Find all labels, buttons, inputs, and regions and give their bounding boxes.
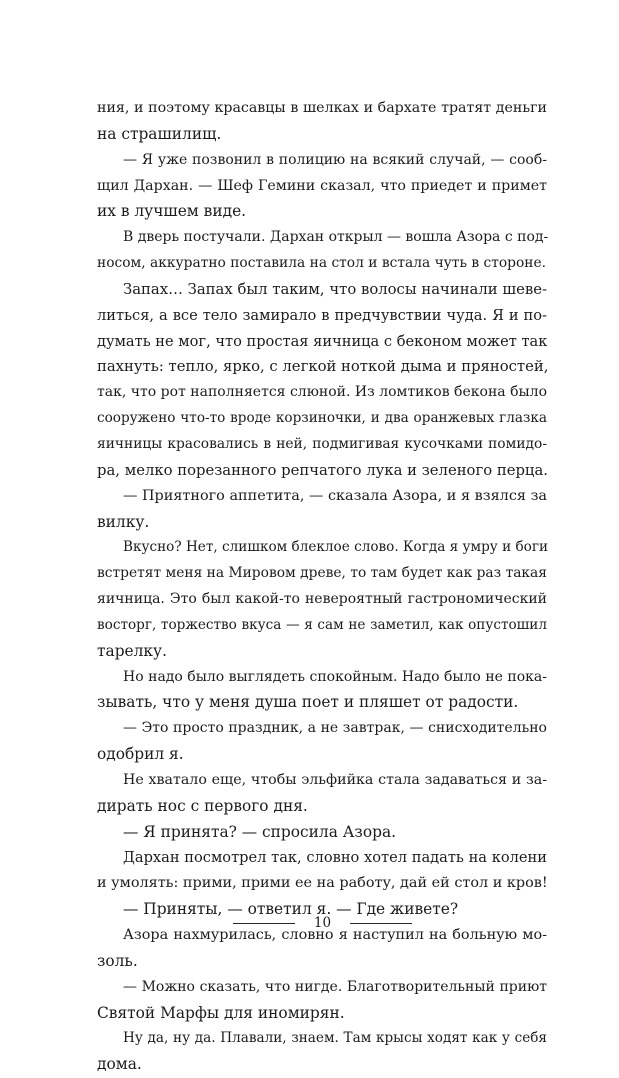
text-line: дирать нос с первого дня. — [97, 796, 308, 815]
text-line: восторг, торжество вкуса — я сам не заметил, как опустошил — [97, 616, 547, 633]
text-line: ра, мелко порезанного репчатого лука и зеленого перца. — [97, 461, 548, 479]
text-line: их в лучшем виде. — [97, 202, 247, 221]
page-footer — [0, 912, 619, 936]
text-line: золь. — [97, 951, 138, 970]
text-line: — Приятного аппетита, — сказала Азора, и я взялся за — [123, 487, 547, 504]
text-line: зывать, что у меня душа поет и пляшет от радости. — [97, 693, 519, 712]
text-line: — Можно сказать, что нигде. Благотворительный приют — [123, 978, 547, 995]
text-line: Святой Марфы для иномирян. — [97, 1003, 345, 1022]
text-line: Дархан посмотрел так, словно хотел падать на колени — [123, 849, 547, 867]
text-line: сооружено что-то вроде корзиночки, и два оранжевых глазка — [97, 410, 547, 427]
text-line: Не хватало еще, чтобы эльфийка стала задаваться и за- — [123, 771, 547, 788]
text-line: Азора нахмурилась, словно я наступил на больную мо- — [123, 927, 547, 943]
text-line: встретят меня на Мировом древе, то там будет как раз такая — [97, 565, 547, 582]
text-line: — Я уже позвонил в полицию на всякий случай, — сооб- — [123, 151, 547, 168]
text-line: ния, и поэтому красавцы в шелках и бархате тратят деньги — [97, 100, 547, 116]
page-number: 10 — [313, 915, 332, 931]
text-line: тарелку. — [97, 641, 167, 660]
text-line: — Я принята? — спросила Азора. — [123, 822, 397, 841]
text-line: думать не мог, что простая яичница с беконом может так — [97, 332, 548, 350]
footer-rule-right — [350, 923, 412, 924]
text-line: В дверь постучали. Дархан открыл — вошла Азора с под- — [123, 229, 549, 246]
text-line: и умолять: прими, прими ее на работу, дай ей стол и кров! — [97, 875, 548, 892]
text-line: литься, а все тело замирало в предчувствии чуда. Я и по- — [97, 306, 547, 324]
text-line: так, что рот наполняется слюной. Из ломтиков бекона было — [97, 384, 547, 401]
text-line: Ну да, ну да. Плавали, знаем. Там крысы ходят как у себя — [123, 1030, 547, 1047]
text-line: яичница. Это был какой-то невероятный гастрономический — [97, 591, 547, 608]
text-line: вилку. — [97, 512, 150, 531]
footer-rule-left — [233, 923, 295, 924]
text-line: щил Дархан. — Шеф Гемини сказал, что приедет и примет — [97, 177, 547, 194]
text-line: Вкусно? Нет, слишком блеклое слово. Когда я умру и боги — [123, 539, 549, 556]
text-line: дома. — [97, 1055, 142, 1074]
text-line: Запах… Запах был таким, что волосы начинали шеве- — [123, 280, 547, 298]
text-line: — Приняты, — ответил я. — Где живете? — [123, 900, 459, 919]
text-line: на страшилищ. — [97, 124, 222, 143]
text-line: — Это просто праздник, а не завтрак, — снисходительно — [123, 720, 547, 737]
text-line: носом, аккуратно поставила на стол и встала чуть в стороне. — [97, 255, 547, 272]
text-line: Но надо было выглядеть спокойным. Надо было не пока- — [123, 668, 547, 685]
text-line: яичницы красовались в ней, подмигивая кусочками помидо- — [97, 435, 547, 452]
text-line: одобрил я. — [97, 745, 184, 764]
text-line: пахнуть: тепло, ярко, с легкой ноткой дыма и пряностей, — [97, 358, 549, 376]
